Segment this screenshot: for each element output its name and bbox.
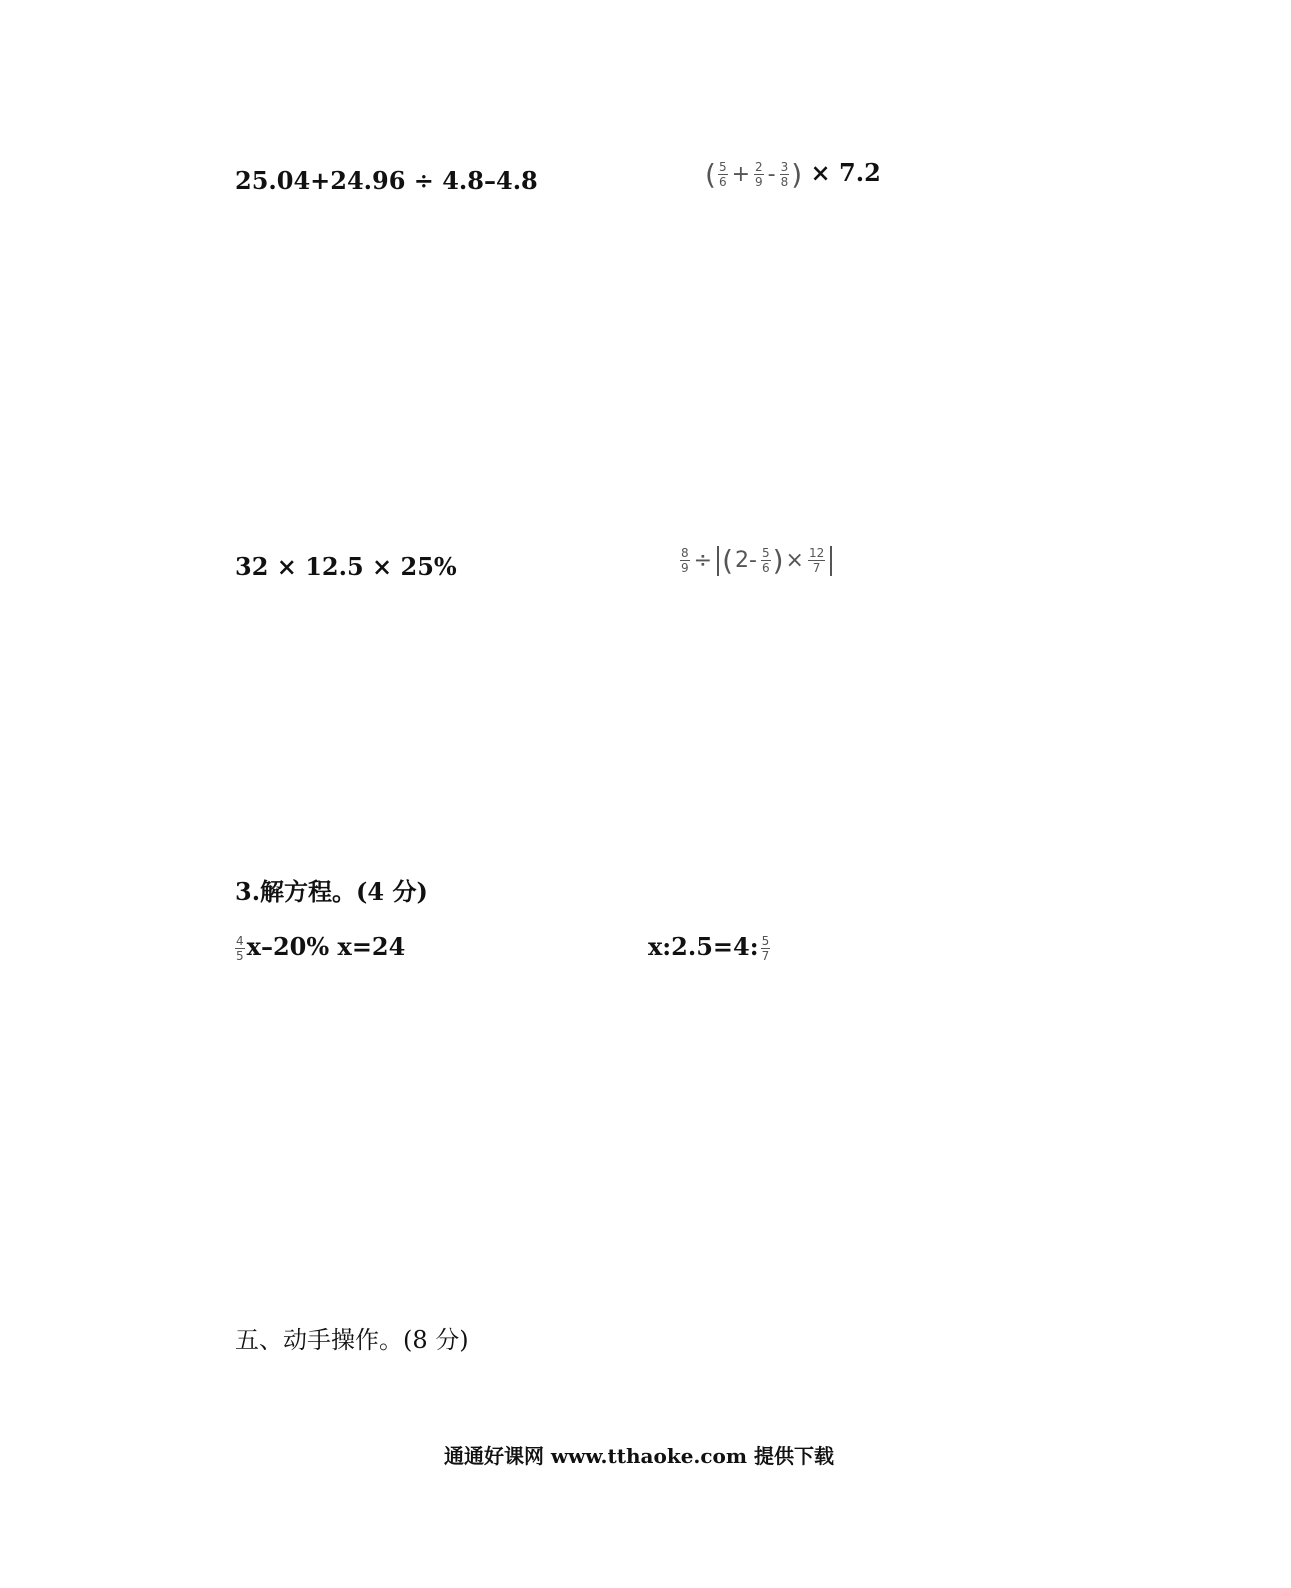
denominator: 6: [761, 561, 770, 575]
times-sign: ×: [785, 548, 804, 573]
equation-1-rest: x–20% x=24: [246, 932, 406, 961]
numerator: 5: [761, 934, 770, 948]
fraction-5-6: [718, 161, 728, 188]
denominator: 7: [812, 561, 821, 575]
fraction-3-8: [780, 161, 790, 188]
denominator: 9: [681, 561, 689, 575]
problem-3: 32 × 12.5 × 25%: [235, 552, 457, 581]
fraction-8-9: [680, 547, 690, 574]
fraction-5-6: [761, 547, 771, 574]
numerator: 8: [681, 546, 689, 560]
divide-sign: ÷: [693, 548, 713, 573]
two-minus: 2-: [735, 548, 757, 573]
close-paren: ): [772, 544, 784, 577]
footer-download-note: 通通好课网 www.tthaoke.com 提供下载: [443, 1444, 835, 1468]
fraction-5-7: [761, 935, 771, 962]
denominator: 8: [780, 175, 789, 189]
equation-1: [233, 932, 405, 962]
numerator: 4: [236, 934, 244, 948]
section-5-title: 五、动手操作。(8 分): [235, 1326, 469, 1354]
fraction-4-5: [235, 935, 245, 962]
minus-sign: -: [767, 162, 776, 187]
fraction-12-7: [808, 547, 825, 574]
numerator: 5: [718, 160, 727, 174]
open-paren: (: [705, 158, 716, 191]
fraction-2-9: [754, 161, 764, 188]
problem-2-tail: × 7.2: [810, 158, 881, 187]
numerator: 5: [761, 546, 770, 560]
numerator: 3: [780, 160, 789, 174]
numerator: 2: [755, 160, 763, 174]
open-bracket: [717, 546, 719, 576]
problem-1: 25.04+24.96 ÷ 4.8–4.8: [235, 166, 538, 195]
denominator: 6: [718, 175, 727, 189]
denominator: 5: [236, 949, 244, 963]
denominator: 7: [761, 949, 770, 963]
close-bracket: [830, 546, 832, 576]
plus-sign: +: [731, 162, 751, 187]
equation-2: [648, 932, 772, 962]
problem-2: [705, 158, 881, 191]
section-3-title: 3.解方程。(4 分): [235, 877, 428, 906]
equation-2-lead: x:2.5=4:: [648, 932, 759, 961]
close-paren: ): [791, 158, 803, 191]
numerator: 12: [808, 546, 825, 560]
open-paren: (: [722, 544, 734, 577]
problem-4: [678, 544, 835, 577]
denominator: 9: [755, 175, 763, 189]
